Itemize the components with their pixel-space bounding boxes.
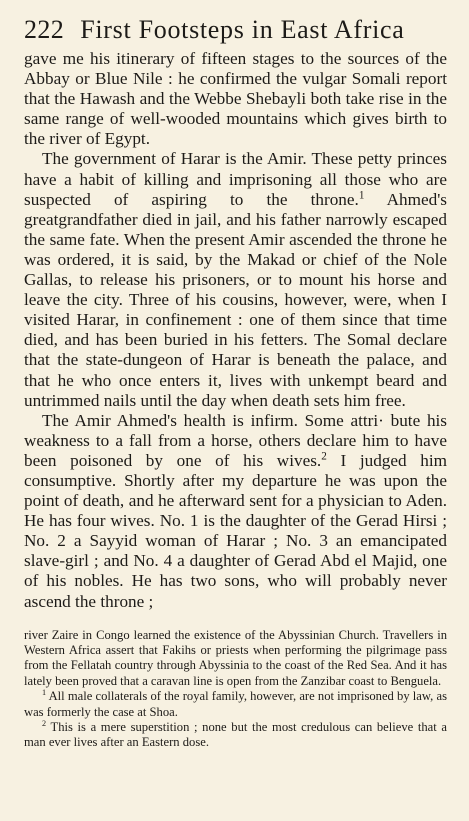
footnote-continued: river Zaire in Congo learned the existence of the Abyssinian Church. Travellers in Western Africa assert that Fakihs or priests when performing the pilgrimage pass from the Fellatah country through Abyssinia to the coast of the Red Sea. And it has lately been proved that a caravan line is open from the Zanzibar coast to Benguela.: [24, 627, 447, 688]
footnote-2-text: This is a mere superstition ; none but the most credulous can believe that a man ever lives after an Eastern dose.: [24, 720, 447, 750]
running-head: [24, 12, 447, 48]
page-number: 222: [24, 15, 65, 44]
body-text: [24, 49, 447, 612]
paragraph-2: [24, 149, 447, 410]
paragraph-3-text-a: The Amir Ahmed's health is infirm. Some attri· bute his weakness to a fall from a horse, others declare him to have been poisoned by one of his wives.: [24, 410, 447, 470]
footnote-ref-1: 1: [358, 188, 365, 201]
paragraph-1-text: gave me his itinerary of fifteen stages to the sources of the Abbay or Blue Nile : he confirmed the vulgar Somali report that the Hawash and the Webbe Shebayli both take rise in the same range of well-wooded mountains which gives birth to the river of Egypt.: [24, 49, 447, 149]
footnotes: [24, 628, 447, 751]
footnote-1: [24, 689, 447, 720]
footnote-2-mark: 2: [42, 718, 47, 728]
running-title: First Footsteps in East Africa: [80, 15, 405, 44]
footnote-ref-2: 2: [321, 450, 327, 463]
paragraph-1: [24, 49, 447, 149]
footnote-1-text: All male collaterals of the royal family, however, are not imprisoned by law, as was formerly the case at Shoa.: [24, 689, 447, 719]
paragraph-3: [24, 411, 447, 612]
footnote-1-mark: 1: [42, 688, 47, 698]
paragraph-2-text-a: The government of Harar is the Amir. These petty princes have a habit of killing and imprisoning all those who are suspected of aspiring to the throne.: [24, 149, 447, 209]
paragraph-2-text-b: Ahmed's greatgrandfather died in jail, and his father narrowly escaped the same fate. When the present Amir ascended the throne he was ordered, it is said, by the Makad or chief of the Nole Gallas, to release his prisoners, or to mount his horse and leave the city. Three of his cousins, however, were, when I visited Harar, in confinement : one of them since that time died, and has been buried in his fetters. The Somal declare that the state-dungeon of Harar is beneath the palace, and that he who once enters it, lives with unkempt beard and untrimmed nails until the day when death sets him free.: [24, 189, 447, 410]
paragraph-3-text-b: I judged him consumptive. Shortly after my departure he was upon the point of death, and he afterward sent for a physician to Aden. He has four wives. No. 1 is the daughter of the Gerad Hirsi ; No. 2 a Sayyid woman of Harar ; No. 3 an emancipated slave-girl ; and No. 4 a daughter of Gerad Abd el Majid, one of his nobles. He has two sons, who will probably never ascend the throne ;: [24, 450, 447, 611]
footnote-2: [24, 720, 447, 751]
